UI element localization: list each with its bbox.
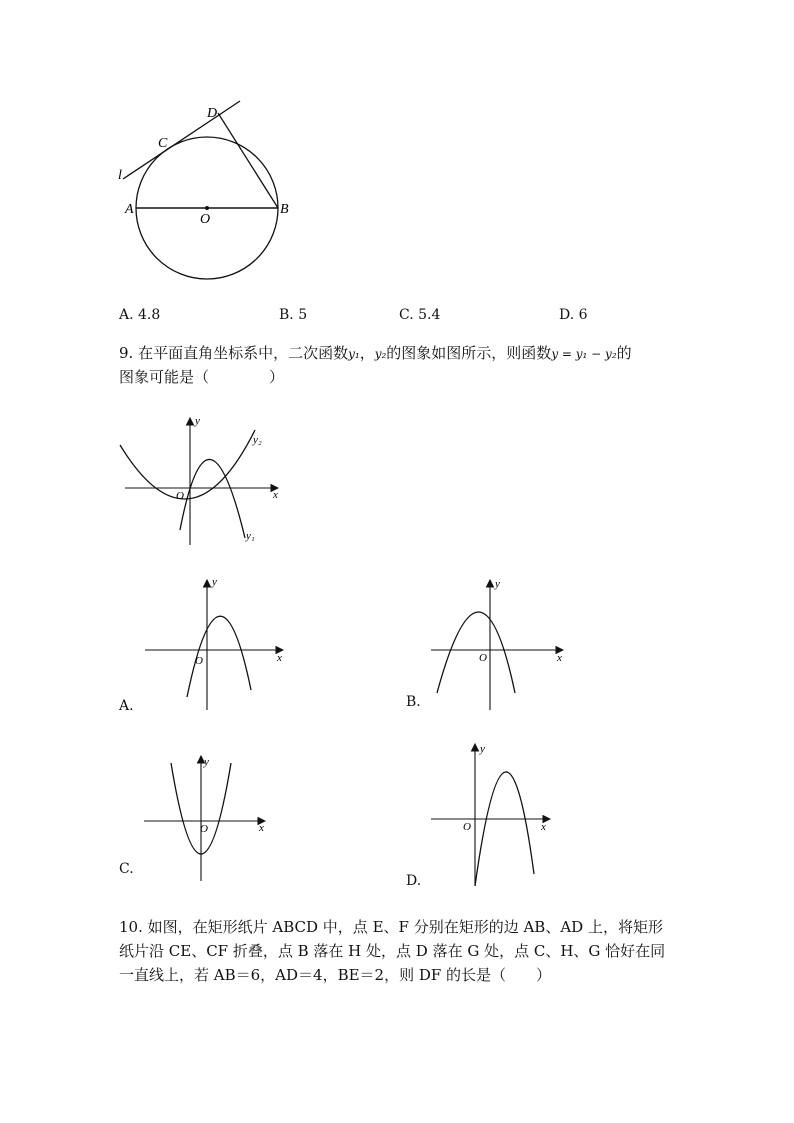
choice-a-label: A. [119,698,134,714]
origin-label: O [479,652,487,664]
curve-y2 [120,430,255,499]
circle-figure [110,95,310,285]
q8-option-b: B. 5 [279,307,308,323]
axis-label-y: y [204,756,209,768]
q9-text-a: 9. 在平面直角坐标系中，二次函数 [119,344,349,362]
choice-d-label: D. [406,873,422,889]
curve-label-y2: y₂ [253,434,262,446]
q9-line-2: 图象可能是（ ） [119,368,285,386]
tangent-line-l [123,101,240,179]
label-c: C [158,136,168,151]
origin-label: O [200,823,208,835]
label-b: B [280,202,289,217]
q10-line-1: 10. 如图，在矩形纸片 ABCD 中，点 E、F 分别在矩形的边 AB、AD 上，将矩形 [119,918,663,936]
axis-label-y: y [195,415,200,427]
label-a: A [125,202,134,217]
axis-label-x: x [557,652,562,664]
q10-line-3: 一直线上，若 AB＝6，AD＝4，BE＝2，则 DF 的长是（ ） [119,966,552,984]
q9-text-b: 的图象如图所示，则函数 [386,344,552,362]
q10-line-2: 纸片沿 CE、CF 折叠，点 B 落在 H 处，点 D 落在 G 处，点 C、H、G 恰好在同 [119,942,666,960]
origin-label: O [463,821,471,833]
q9-graph-a [140,575,290,715]
origin-label: O [176,490,184,502]
origin-label: O [195,655,203,667]
axis-label-x: x [273,489,278,501]
q9-text-c: 的 [616,344,632,362]
curve [437,612,515,693]
q8-option-a: A. 4.8 [119,307,161,323]
axis-label-x: x [541,821,546,833]
q8-option-d: D. 6 [559,307,588,323]
q9-y1: y₁ [348,347,360,361]
axis-label-y: y [495,578,500,590]
curve-label-y1: y₁ [246,530,255,542]
q9-expr: y = y₁ − y₂ [551,347,617,361]
choice-c-label: C. [119,861,134,877]
center-point [205,206,209,210]
q9-y2: y₂ [374,347,387,361]
curve [475,772,534,886]
q9-sep: ， [359,344,375,362]
label-d: D [207,106,218,121]
axis-label-x: x [259,822,264,834]
q9-graph-b [428,575,573,715]
q9-reference-graph [115,410,290,550]
segment-db [218,113,278,208]
q9-graph-d [428,740,558,890]
label-o: O [200,212,211,227]
choice-b-label: B. [406,694,421,710]
axis-label-x: x [277,652,282,664]
q9-line-1 [119,342,632,365]
axis-label-y: y [480,743,485,755]
label-l: l [118,168,122,183]
q9-graph-c [142,753,272,883]
axis-label-y: y [212,576,217,588]
q8-option-c: C. 5.4 [399,307,441,323]
